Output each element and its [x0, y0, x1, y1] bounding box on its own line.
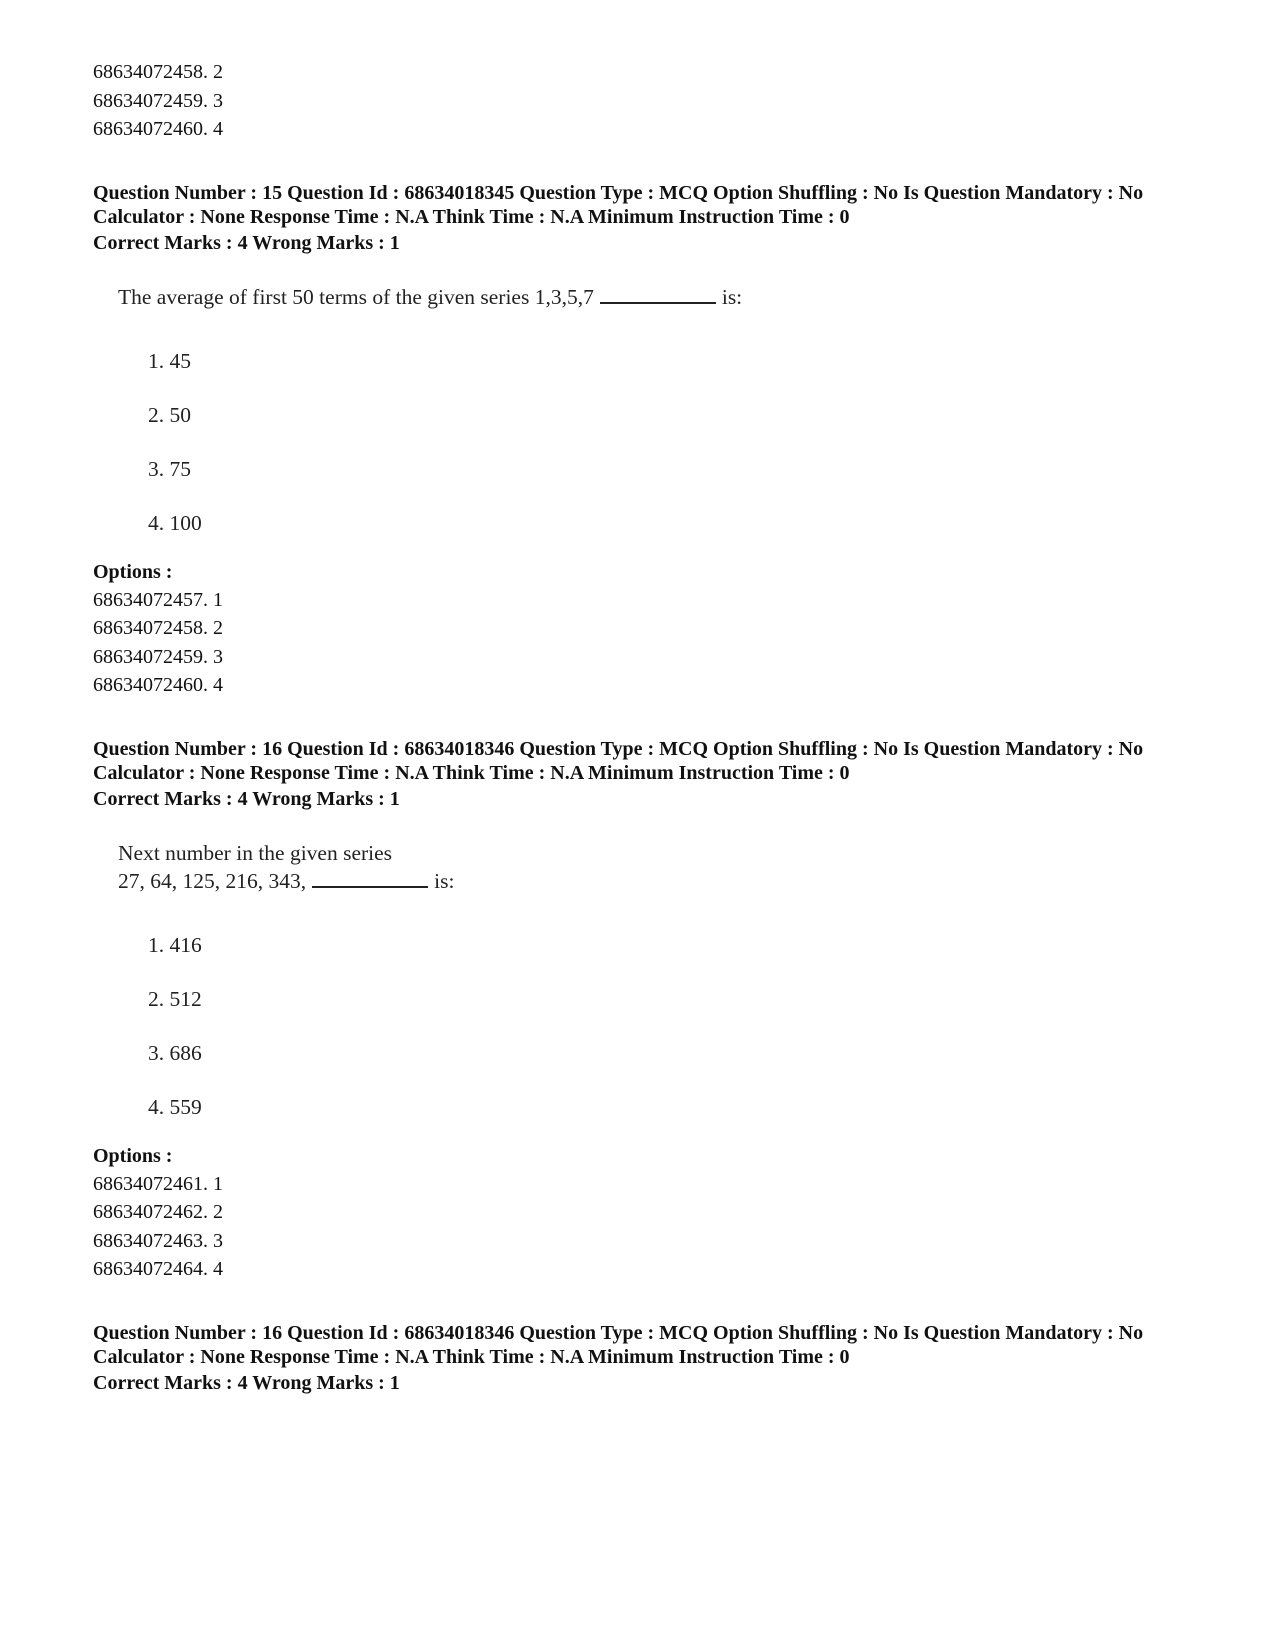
- previous-options-list: [93, 58, 1203, 144]
- option-line: 68634072459. 3: [93, 645, 223, 668]
- document-page: [93, 58, 1203, 1397]
- option-line: 68634072457. 1: [93, 588, 223, 611]
- options-title: Options :: [93, 1144, 173, 1167]
- answer-choice: 4. 100: [148, 510, 202, 535]
- answer-choice: 1. 45: [148, 348, 191, 373]
- options-title: Options :: [93, 560, 173, 583]
- option-line: 68634072464. 4: [93, 1258, 223, 1280]
- answer-choice: 1. 416: [148, 932, 202, 957]
- question-text: [118, 839, 1203, 895]
- option-line: 68634072458. 2: [93, 61, 223, 83]
- option-line: 68634072460. 4: [93, 118, 223, 140]
- question-header: Question Number : 16 Question Id : 68634018346 Question Type : MCQ Option Shuffling : No Is Question Mandatory : No Calculator : None Response Time : N.A Think Time : N.A Minimum Instruction Time : 0: [93, 1321, 1144, 1368]
- question-block-16-repeat: [93, 1321, 1203, 1397]
- question-text-line: Next number in the given series: [118, 840, 393, 865]
- option-line: 68634072460. 4: [93, 674, 223, 696]
- option-line: 68634072461. 1: [93, 1172, 223, 1195]
- question-content: [118, 283, 1203, 550]
- question-block-15: [93, 181, 1203, 700]
- answer-choice: 2. 50: [148, 402, 191, 427]
- option-line: 68634072459. 3: [93, 89, 223, 112]
- question-header: Question Number : 16 Question Id : 68634018346 Question Type : MCQ Option Shuffling : No Is Question Mandatory : No Calculator : None Response Time : N.A Think Time : N.A Minimum Instruction Time : 0: [93, 737, 1144, 784]
- question-text-suffix: is:: [434, 868, 455, 893]
- question-content: [118, 839, 1203, 1134]
- question-block-16: [93, 737, 1203, 1284]
- answer-choice: 3. 686: [148, 1040, 202, 1065]
- answer-choice: 4. 559: [148, 1094, 202, 1119]
- question-text-suffix: is:: [721, 284, 743, 309]
- answer-blank: [312, 868, 428, 888]
- option-line: 68634072463. 3: [93, 1229, 223, 1252]
- question-text: [118, 283, 1203, 311]
- answer-blank: [600, 284, 716, 304]
- option-line: 68634072458. 2: [93, 617, 223, 639]
- answer-choice: 2. 512: [148, 986, 202, 1011]
- option-line: 68634072462. 2: [93, 1201, 223, 1223]
- question-header: Question Number : 15 Question Id : 68634018345 Question Type : MCQ Option Shuffling : No Is Question Mandatory : No Calculator : None Response Time : N.A Think Time : N.A Minimum Instruction Time : 0: [93, 181, 1144, 228]
- answer-choice: 3. 75: [148, 456, 191, 481]
- question-marks: Correct Marks : 4 Wrong Marks : 1: [93, 1371, 400, 1394]
- question-marks: Correct Marks : 4 Wrong Marks : 1: [93, 231, 400, 254]
- question-marks: Correct Marks : 4 Wrong Marks : 1: [93, 787, 400, 810]
- question-text-line: 27, 64, 125, 216, 343,: [118, 868, 307, 893]
- question-text-line: The average of first 50 terms of the given series 1,3,5,7: [118, 284, 594, 309]
